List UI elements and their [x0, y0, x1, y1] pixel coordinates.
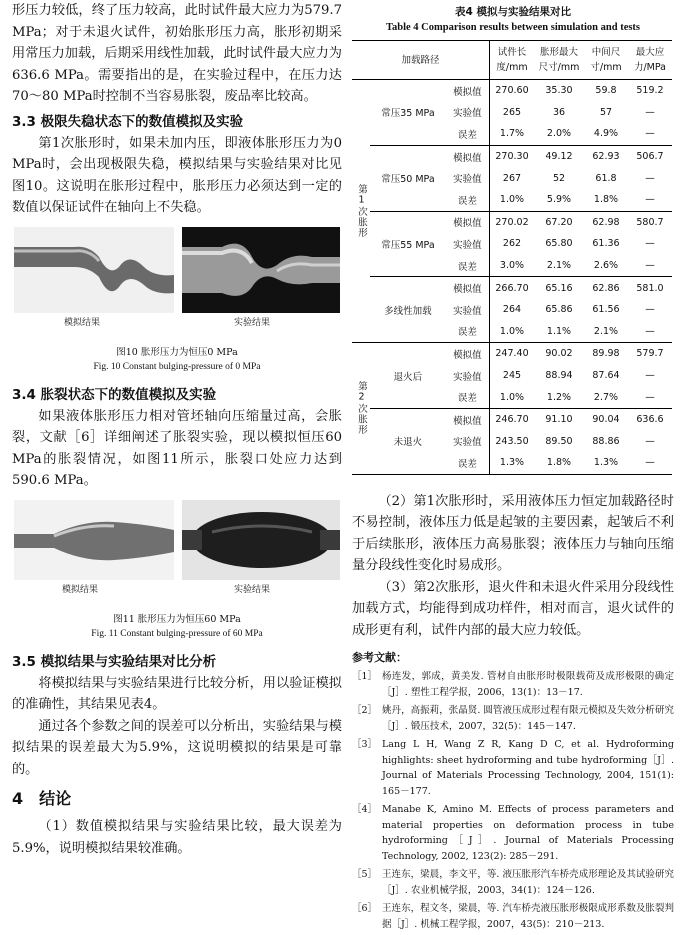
- section-3-3-text: 第1次胀形时，如果未加内压，即液体胀形压力为0 MPa时，会出现极限失稳，模拟结果与实验结果对比见图10。这说明在胀形过程中，胀形压力必须达到一定的数值以保证试件在轴向上不失稳。: [12, 135, 342, 215]
- table-cell: 87.64: [592, 370, 620, 382]
- table-cell: 636.6: [636, 414, 664, 426]
- fig10-exp-label: 实验结果: [234, 317, 271, 328]
- table-header-row: [352, 41, 672, 80]
- fig10-caption-en: Fig. 10 Constant bulging-pressure of 0 MPa: [93, 361, 261, 372]
- section-3-3-title: 3.3 极限失稳状态下的数值模拟及实验: [12, 113, 244, 130]
- header-path: 加载路径: [352, 41, 490, 80]
- section-3-5-p2: 通过各个参数之间的误差可以分析出，实验结果与模拟结果的误差最大为5.9%，这说明模拟的结果是可靠的。: [12, 718, 342, 777]
- table-value-type: 实验值: [453, 108, 482, 120]
- table-cell: 62.98: [592, 216, 620, 228]
- table-value-type: 实验值: [453, 371, 482, 383]
- fig10-caption-cn: 图10 胀形压力为恒压0 MPa: [116, 346, 238, 358]
- table-cell: 2.7%: [584, 386, 628, 408]
- table-cell: 62.86: [592, 282, 620, 294]
- table-cell: 90.02: [545, 348, 573, 360]
- table-cell: 89.98: [592, 348, 620, 360]
- table-cell: —: [628, 189, 672, 211]
- table-load-path: 退火后: [370, 343, 446, 409]
- table-cell: 265: [490, 102, 535, 124]
- table-body: [352, 80, 672, 475]
- reference-number: ［2］: [352, 705, 378, 717]
- table-value-type: 实验值: [453, 305, 482, 317]
- table-cell: —: [645, 238, 655, 250]
- table-cell: 270.30: [490, 145, 535, 167]
- table-value-type: 误差: [446, 386, 490, 408]
- table4-caption-en: Table 4 Comparison results between simulation and tests: [385, 22, 641, 33]
- table-cell: 519.2: [636, 85, 664, 97]
- table-value-type: 误差: [446, 123, 490, 145]
- references: [352, 649, 674, 932]
- header-mid-size: 中间尺寸/mm: [584, 41, 628, 80]
- table-cell: 61.56: [592, 304, 620, 316]
- table-cell: 1.0%: [490, 321, 535, 343]
- table-value-type: 误差: [457, 458, 477, 470]
- table-cell: 264: [490, 299, 535, 321]
- table-cell: 88.94: [545, 370, 573, 382]
- table-cell: —: [628, 255, 672, 277]
- table-cell: —: [645, 304, 655, 316]
- intro-paragraph: 形压力较低，终了压力较高，此时试件最大应力为579.7 MPa；对于未退火试件，初始胀形压力高，胀形初期采用常压力加载，后期采用线性加载，此时试件最大应力为636.6 MPa。需要指出的是，在实验过程中，在压力达70～80 MPa时控制不当容易胀裂，废品率比较高。: [12, 3, 342, 104]
- table-cell: 581.0: [636, 282, 664, 294]
- table4-caption-cn: 表4 模拟与实验结果对比: [455, 6, 571, 18]
- reference-text: Lang L H, Wang Z R, Kang D C, et al. Hydroforming highlights: sheet hydroforming and tube hydroforming［J］. Journal of Materials Processing Technology, 2004, 151(1): 165－177.: [382, 739, 674, 797]
- table-category: 第2次胀形: [356, 381, 367, 436]
- table-value-type: 模拟值: [453, 415, 482, 427]
- fig11-caption-cn: 图11 胀形压力为恒压60 MPa: [113, 613, 241, 625]
- table-cell: 2.6%: [584, 255, 628, 277]
- table-value-type: 模拟值: [453, 152, 482, 164]
- table-cell: 90.04: [592, 414, 620, 426]
- table-value-type: 误差: [446, 321, 490, 343]
- reference-item: [352, 669, 674, 700]
- table-load-path: 常压50 MPa: [370, 145, 446, 211]
- reference-number: ［4］: [352, 804, 378, 816]
- table-value-type: 实验值: [453, 437, 482, 449]
- table-cell: 270.02: [490, 211, 535, 233]
- conclusion-2: （2）第1次胀形时，采用液体压力恒定加载路径时不易控制，液体压力低是起皱的主要因素，起皱后不利于后续胀形，液体压力高易胀裂；液体压力与轴向压缩量分段线性变化时易成形。: [352, 493, 674, 574]
- reference-text: 王连东，梁晨，李文平，等. 液压胀形汽车桥壳成形理论及其试验研究［J］. 农业机械学报，2003，34(1)：124－126.: [382, 869, 674, 896]
- fig10-sim-label: 模拟结果: [64, 317, 101, 328]
- table-cell: 580.7: [636, 216, 664, 228]
- table-cell: 35.30: [545, 85, 573, 97]
- table4: [352, 40, 672, 475]
- table-cell: 247.40: [490, 343, 535, 365]
- table-cell: 1.3%: [593, 457, 619, 469]
- table-cell: 506.7: [636, 151, 664, 163]
- right-column: [352, 0, 674, 935]
- table-cell: 57: [599, 106, 613, 118]
- table-cell: 3.0%: [490, 255, 535, 277]
- table-cell: 49.12: [545, 151, 573, 163]
- section-3-5-title: 3.5 模拟结果与实验结果对比分析: [12, 653, 217, 670]
- table-cell: 5.9%: [534, 189, 584, 211]
- table-cell: 1.8%: [584, 189, 628, 211]
- table-row: [352, 343, 672, 365]
- table-cell: 1.8%: [546, 457, 572, 469]
- table-cell: 67.20: [545, 216, 573, 228]
- table-value-type: 误差: [446, 255, 490, 277]
- table-value-type: 模拟值: [453, 349, 482, 361]
- fig11-caption-en: Fig. 11 Constant bulging-pressure of 60 MPa: [91, 628, 263, 639]
- table-cell: 61.36: [592, 238, 620, 250]
- fig11-exp-label: 实验结果: [234, 584, 271, 595]
- table-cell: 1.1%: [534, 321, 584, 343]
- reference-text: 杨连发，郭成，黄美发. 管材自由胀形时极限载荷及成形极限的确定［J］. 塑性工程学报，2006，13(1)：13－17.: [382, 671, 674, 698]
- section-3-5-p1: 将模拟结果与实验结果进行比较分析，用以验证模拟的准确性，其结果见表4。: [12, 675, 342, 712]
- fig11-experiment-image: [182, 500, 340, 580]
- table-cell: —: [645, 106, 655, 118]
- table-cell: 36: [552, 106, 566, 118]
- table-cell: 2.1%: [584, 321, 628, 343]
- table-cell: 1.3%: [490, 452, 535, 474]
- table-cell: 1.0%: [490, 386, 535, 408]
- table-cell: —: [645, 435, 655, 447]
- section-4-heading: 结论: [39, 789, 72, 808]
- table-cell: 91.10: [545, 414, 573, 426]
- fig10-experiment-image: [182, 227, 340, 313]
- section-3-4-title: 3.4 胀裂状态下的数值模拟及实验: [12, 386, 217, 403]
- header-max-stress: 最大应力/MPa: [628, 41, 672, 80]
- table-cell: 579.7: [636, 348, 664, 360]
- section-4-number: 4: [12, 789, 24, 808]
- reference-number: ［3］: [352, 739, 378, 751]
- reference-list: [352, 669, 674, 932]
- table-cell: 266.70: [490, 277, 535, 299]
- table-value-type: 实验值: [453, 239, 482, 251]
- table-value-type: 误差: [446, 189, 490, 211]
- reference-text: Manabe K, Amino M. Effects of process parameters and material properties on deformation process in tube hydroforming［J］. Journal of Materials Processing Technology, 2002, 123(2): 285－291.: [382, 804, 674, 862]
- table-row: [352, 80, 672, 102]
- table-cell: 65.80: [545, 238, 573, 250]
- table-cell: —: [628, 386, 672, 408]
- table-cell: 52: [552, 172, 566, 184]
- table-cell: 61.8: [595, 172, 617, 184]
- table-category: 第1次胀形: [352, 80, 370, 343]
- fig11-sim-label: 模拟结果: [62, 584, 99, 595]
- table-row: [352, 145, 672, 167]
- table-cell: —: [628, 321, 672, 343]
- table-cell: 262: [490, 233, 535, 255]
- table-cell: 267: [490, 167, 535, 189]
- section-4-title: [12, 786, 342, 812]
- reference-item: [352, 703, 674, 734]
- reference-text: 姚丹，高振莉，张晶贤. 圆管液压成形过程有限元模拟及失效分析研究［J］. 锻压技术，2007，32(5)：145－147.: [382, 705, 674, 732]
- table-row: [352, 408, 672, 430]
- reference-number: ［1］: [352, 671, 378, 683]
- table-cell: 2.1%: [534, 255, 584, 277]
- table-value-type: 实验值: [453, 174, 482, 186]
- table-cell: 2.0%: [534, 123, 584, 145]
- table-cell: 245: [490, 365, 535, 387]
- table-cell: 62.93: [592, 151, 620, 163]
- reference-item: [352, 867, 674, 898]
- reference-item: [352, 901, 674, 932]
- table-value-type: 模拟值: [453, 218, 482, 230]
- header-length: 试件长度/mm: [490, 41, 535, 80]
- table-cell: —: [645, 172, 655, 184]
- reference-item: [352, 802, 674, 864]
- table-cell: 270.60: [490, 80, 535, 102]
- table-value-type: 模拟值: [453, 284, 482, 296]
- table-cell: 1.7%: [490, 123, 535, 145]
- table-cell: 65.16: [545, 282, 573, 294]
- table-load-path: 常压55 MPa: [370, 211, 446, 277]
- conclusion-1: （1）数值模拟结果与实验结果比较，最大误差为5.9%，说明模拟结果较准确。: [12, 819, 342, 856]
- header-max-size: 胀形最大尺寸/mm: [534, 41, 584, 80]
- table-cell: —: [628, 123, 672, 145]
- table-cell: 88.86: [592, 435, 620, 447]
- table-row: [352, 277, 672, 299]
- left-column: [12, 0, 342, 859]
- reference-text: 王连东，程文冬，梁晨，等. 汽车桥壳液压胀形极限成形系数及胀裂判据［J］. 机械工程学报，2007，43(5)：210－213.: [382, 903, 674, 930]
- reference-item: [352, 737, 674, 799]
- section-3-4-text: 如果液体胀形压力相对管坯轴向压缩量过高，会胀裂，文献［6］详细阐述了胀裂实验，现以模拟恒压60 MPa的胀裂情况，如图11所示，胀裂口处应力达到590.6 MPa。: [12, 408, 342, 488]
- fig10-simulation-image: [14, 227, 174, 313]
- conclusion-3: （3）第2次胀形，退火件和未退火件采用分段线性加载方式，均能得到成功样件，相对而言，退火试件的成形更有利，试件内部的最大应力较低。: [352, 579, 674, 638]
- figure-10: [12, 227, 342, 329]
- table-cell: 65.86: [545, 304, 573, 316]
- table-cell: 4.9%: [584, 123, 628, 145]
- table-cell: 59.8: [595, 85, 617, 97]
- references-title: 参考文献：: [352, 651, 407, 665]
- table-value-type: 模拟值: [453, 86, 482, 98]
- table-cell: —: [645, 457, 655, 469]
- fig11-simulation-image: [14, 500, 174, 580]
- table-cell: 1.0%: [490, 189, 535, 211]
- table-load-path: 未退火: [393, 437, 423, 449]
- table-cell: —: [645, 370, 655, 382]
- table-row: [352, 211, 672, 233]
- table-cell: 1.2%: [534, 386, 584, 408]
- table-cell: 243.50: [490, 431, 535, 453]
- table-cell: 89.50: [545, 435, 573, 447]
- table-cell: 246.70: [490, 408, 535, 430]
- table-load-path: 多线性加载: [370, 277, 446, 343]
- reference-number: ［6］: [352, 903, 378, 915]
- table-load-path: 常压35 MPa: [370, 80, 446, 146]
- reference-number: ［5］: [352, 869, 378, 881]
